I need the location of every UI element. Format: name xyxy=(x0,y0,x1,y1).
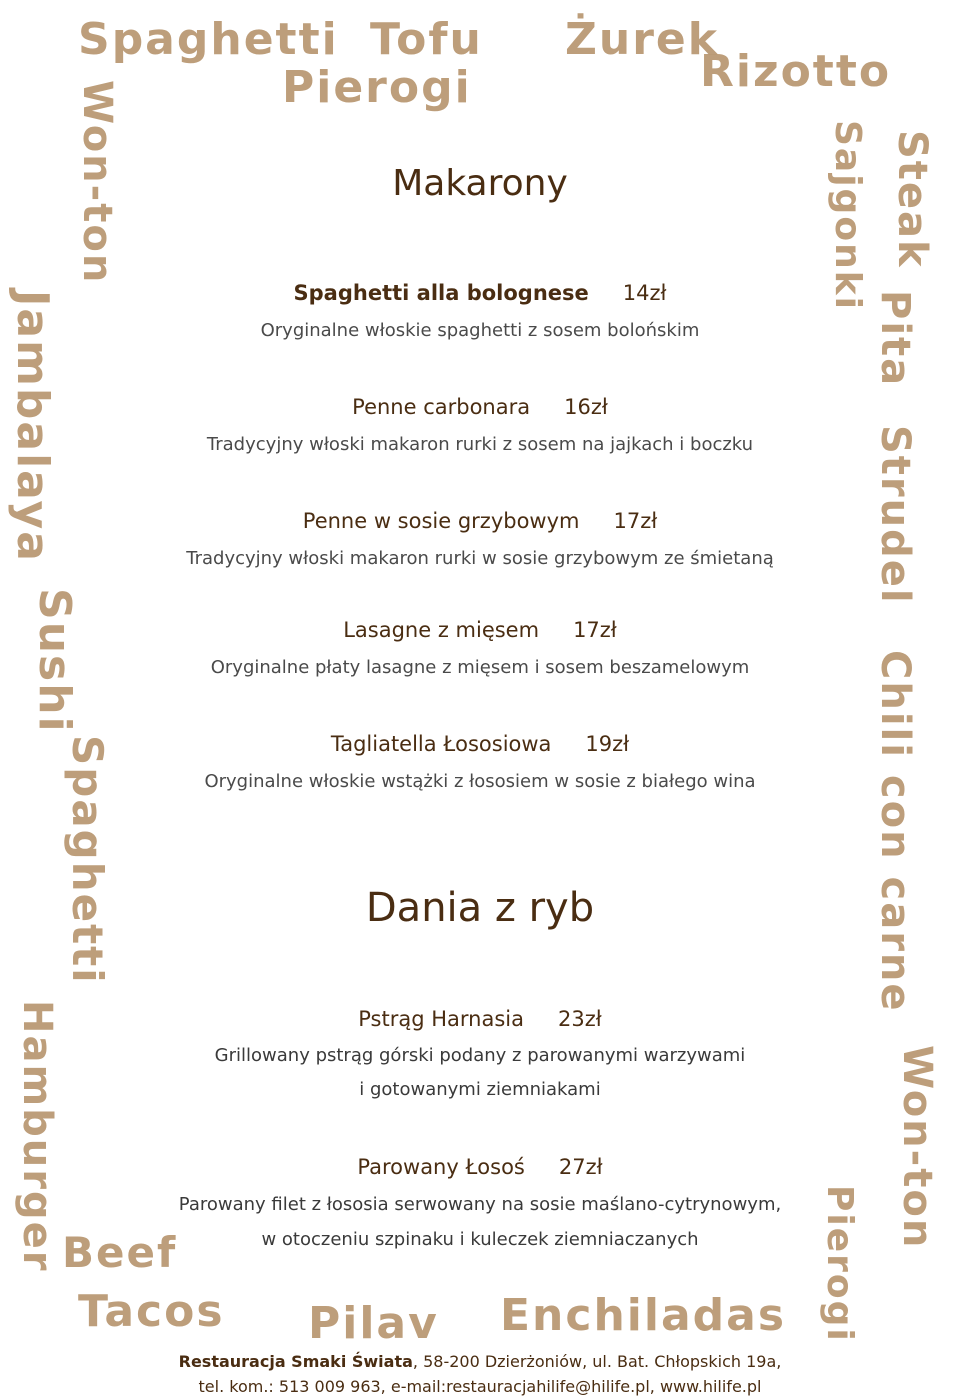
dish-price: 14zł xyxy=(622,281,667,305)
dish-name: Parowany Łosoś xyxy=(357,1155,525,1179)
dish-name: Penne w sosie grzybowym xyxy=(302,509,580,533)
border-word-left-3: Sushi xyxy=(29,588,80,734)
border-word-left-1: Won-ton xyxy=(74,80,120,285)
border-word-top-5: Pierogi xyxy=(282,62,472,113)
dish-description: Oryginalne włoskie wstążki z łososiem w sosie z białego wina xyxy=(204,771,756,792)
dish-description: Grillowany pstrąg górski podany z parowanymi warzywami xyxy=(214,1045,746,1066)
border-word-left-4: Spaghetti xyxy=(63,735,112,985)
restaurant-name: Restauracja Smaki Świata xyxy=(178,1352,413,1371)
border-word-top-4: Rizotto xyxy=(700,46,892,97)
border-word-right-2: Steak xyxy=(889,130,935,269)
menu-item-header xyxy=(0,281,960,305)
dish-price: 17zł xyxy=(573,618,617,642)
menu-item-header xyxy=(0,509,960,533)
border-word-right-4: Strudel xyxy=(872,425,918,605)
border-word-top-3: Żurek xyxy=(565,14,720,65)
section-title-pasta: Makarony xyxy=(392,163,568,204)
menu-item-header xyxy=(0,1155,960,1179)
footer-contact-line: tel. kom.: 513 009 963, e-mail:restauracjahilife@hilife.pl, www.hilife.pl xyxy=(198,1377,762,1396)
dish-price: 16zł xyxy=(564,395,608,419)
border-word-right-5: Chili con carne xyxy=(872,650,918,1013)
restaurant-address: , 58-200 Dzierżoniów, ul. Bat. Chłopskich 19a, xyxy=(412,1352,782,1371)
dish-price: 19zł xyxy=(585,732,630,756)
border-word-left-2: Jambalaya xyxy=(7,290,58,563)
menu-item-header xyxy=(0,618,960,642)
border-word-right-6: Won-ton xyxy=(894,1045,940,1250)
footer-address-line xyxy=(0,1352,960,1371)
dish-description: w otoczeniu szpinaku i kuleczek ziemniaczanych xyxy=(261,1229,699,1250)
dish-description: Oryginalne płaty lasagne z mięsem i sosem beszamelowym xyxy=(210,657,750,678)
border-word-right-3: Pita xyxy=(872,290,918,388)
border-word-bottom-3: Pilav xyxy=(308,1298,439,1349)
dish-name: Tagliatella Łososiowa xyxy=(330,732,552,756)
menu-item-header xyxy=(0,395,960,419)
dish-description: Oryginalne włoskie spaghetti z sosem bolońskim xyxy=(260,320,700,341)
border-word-right-1: Sajgonki xyxy=(827,120,868,311)
dish-description: Tradycyjny włoski makaron rurki z sosem na jajkach i boczku xyxy=(206,434,754,455)
dish-name: Lasagne z mięsem xyxy=(343,618,540,642)
border-word-bottom-1: Beef xyxy=(62,1228,178,1277)
dish-description: i gotowanymi ziemniakami xyxy=(359,1079,601,1100)
border-word-bottom-4: Enchiladas xyxy=(500,1290,787,1341)
menu-item-header xyxy=(0,1007,960,1031)
dish-description: Parowany filet z łososia serwowany na sosie maślano-cytrynowym, xyxy=(178,1194,782,1215)
border-word-bottom-2: Tacos xyxy=(78,1286,225,1337)
dish-price: 17zł xyxy=(613,509,658,533)
menu-item-header xyxy=(0,732,960,756)
border-word-top-2: Tofu xyxy=(370,14,483,65)
dish-name: Spaghetti alla bolognese xyxy=(293,281,589,305)
border-word-top-1: Spaghetti xyxy=(78,14,339,65)
dish-name: Pstrąg Harnasia xyxy=(358,1007,524,1031)
border-word-right-7: Pierogi xyxy=(819,1185,860,1343)
dish-price: 27zł xyxy=(558,1155,603,1179)
dish-name: Penne carbonara xyxy=(352,395,531,419)
section-title-fish: Dania z ryb xyxy=(365,885,595,931)
dish-price: 23zł xyxy=(558,1007,602,1031)
border-word-left-5: Hamburger xyxy=(14,1000,60,1273)
dish-description: Tradycyjny włoski makaron rurki w sosie grzybowym ze śmietaną xyxy=(186,548,774,569)
